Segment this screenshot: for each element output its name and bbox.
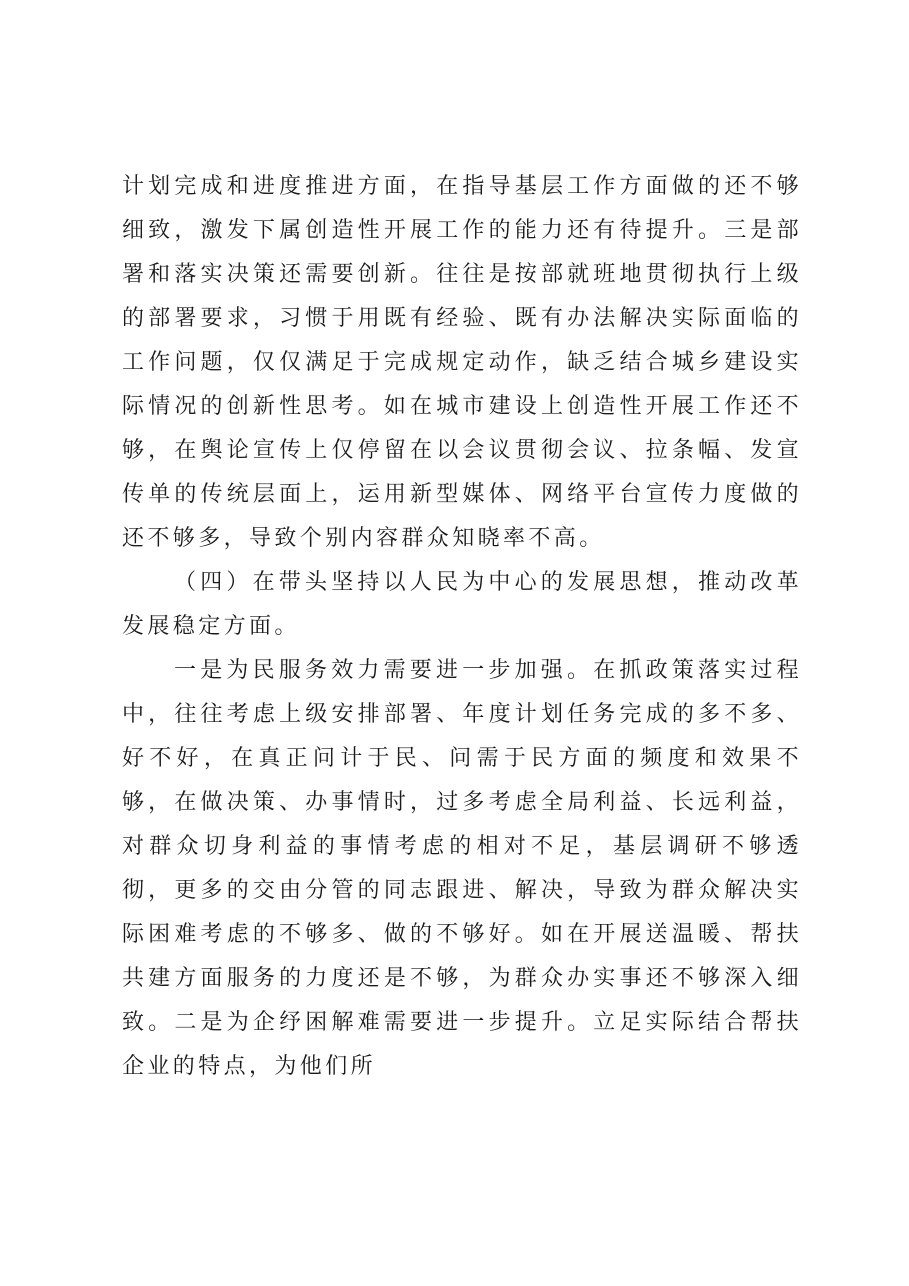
paragraph-continued: 计划完成和进度推进方面，在指导基层工作方面做的还不够细致，激发下属创造性开展工作的能力还有待提升。三是部署和落实决策还需要创新。往往是按部就班地贯彻执行上级的部署要求，习惯于用既有经验、既有办法解决实际面临的工作问题，仅仅满足于完成规定动作，缺乏结合城乡建设实际情况的创新性思考。如在城市建设上创造性开展工作还不够，在舆论宣传上仅停留在以会议贯彻会议、拉条幅、发宣传单的传统层面上，运用新型媒体、网络平台宣传力度做的还不够多，导致个别内容群众知晓率不高。 [122,174,802,551]
paragraph-service: 一是为民服务效力需要进一步加强。在抓政策落实过程中，往往考虑上级安排部署、年度计划任务完成的多不多、好不好，在真正问计于民、问需于民方面的频度和效果不够，在做决策、办事情时，过多考虑全局利益、长远利益，对群众切身利益的事情考虑的相对不足，基层调研不够透彻，更多的交由分管的同志跟进、解决，导致为群众解决实际困难考虑的不够多、做的不够好。如在开展送温暖、帮扶共建方面服务的力度还是不够，为群众办实事还不够深入细致。二是为企纾困解难需要进一步提升。立足实际结合帮扶企业的特点，为他们所 [122,658,802,1079]
section-heading-four: （四）在带头坚持以人民为中心的发展思想，推动改革发展稳定方面。 [122,570,802,639]
document-body [122,165,802,1089]
